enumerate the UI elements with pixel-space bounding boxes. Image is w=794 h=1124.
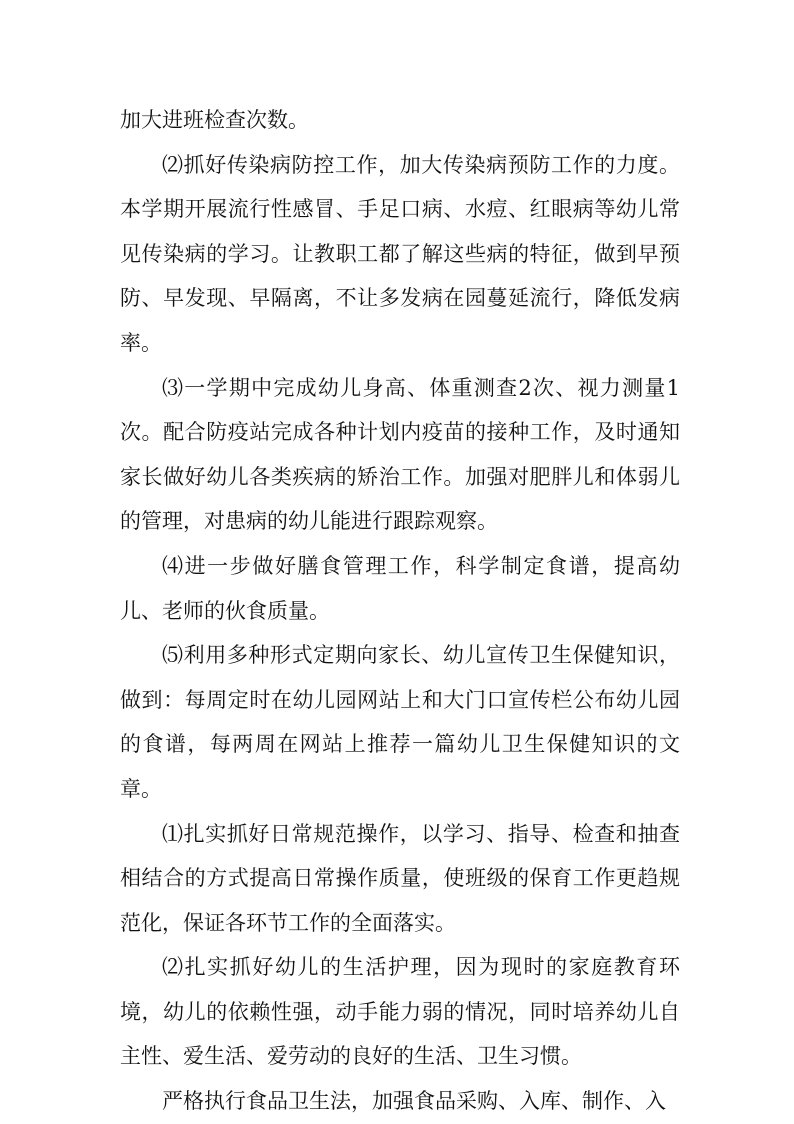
paragraph-6: ⑴扎实抓好日常规范操作，以学习、指导、检查和抽查相结合的方式提高日常操作质量，使班级的保育工作更趋规范化，保证各环节工作的全面落实。 [120,821,680,935]
paragraph-1: 加大进班检查次数。 [120,108,309,132]
paragraph-5: ⑸利用多种形式定期向家长、幼儿宣传卫生保健知识，做到：每周定时在幼儿园网站上和大门口宣传栏公布幼儿园的食谱，每两周在网站上推荐一篇幼儿卫生保健知识的文章。 [120,643,680,801]
paragraph-4: ⑷进一步做好膳食管理工作，科学制定食谱，提高幼儿、老师的伙食质量。 [120,553,680,623]
paragraph-7: ⑵扎实抓好幼儿的生活护理，因为现时的家庭教育环境，幼儿的依赖性强，动手能力弱的情况，同时培养幼儿自主性、爱生活、爱劳动的良好的生活、卫生习惯。 [120,955,680,1069]
document-body [120,98,680,1124]
paragraph-8: 严格执行食品卫生法，加强食品采购、入库、制作、入 [162,1089,666,1114]
paragraph-3: ⑶一学期中完成幼儿身高、体重测查2次、视力测量1次。配合防疫站完成各种计划内疫苗的接种工作，及时通知家长做好幼儿各类疾病的矫治工作。加强对肥胖儿和体弱儿的管理，对患病的幼儿能进行跟踪观察。 [120,375,680,534]
paragraph-2: ⑵抓好传染病防控工作，加大传染病预防工作的力度。本学期开展流行性感冒、手足口病、水痘、红眼病等幼儿常见传染病的学习。让教职工都了解这些病的特征，做到早预防、早发现、早隔离，不让多发病在园蔓延流行，降低发病率。 [120,152,680,355]
